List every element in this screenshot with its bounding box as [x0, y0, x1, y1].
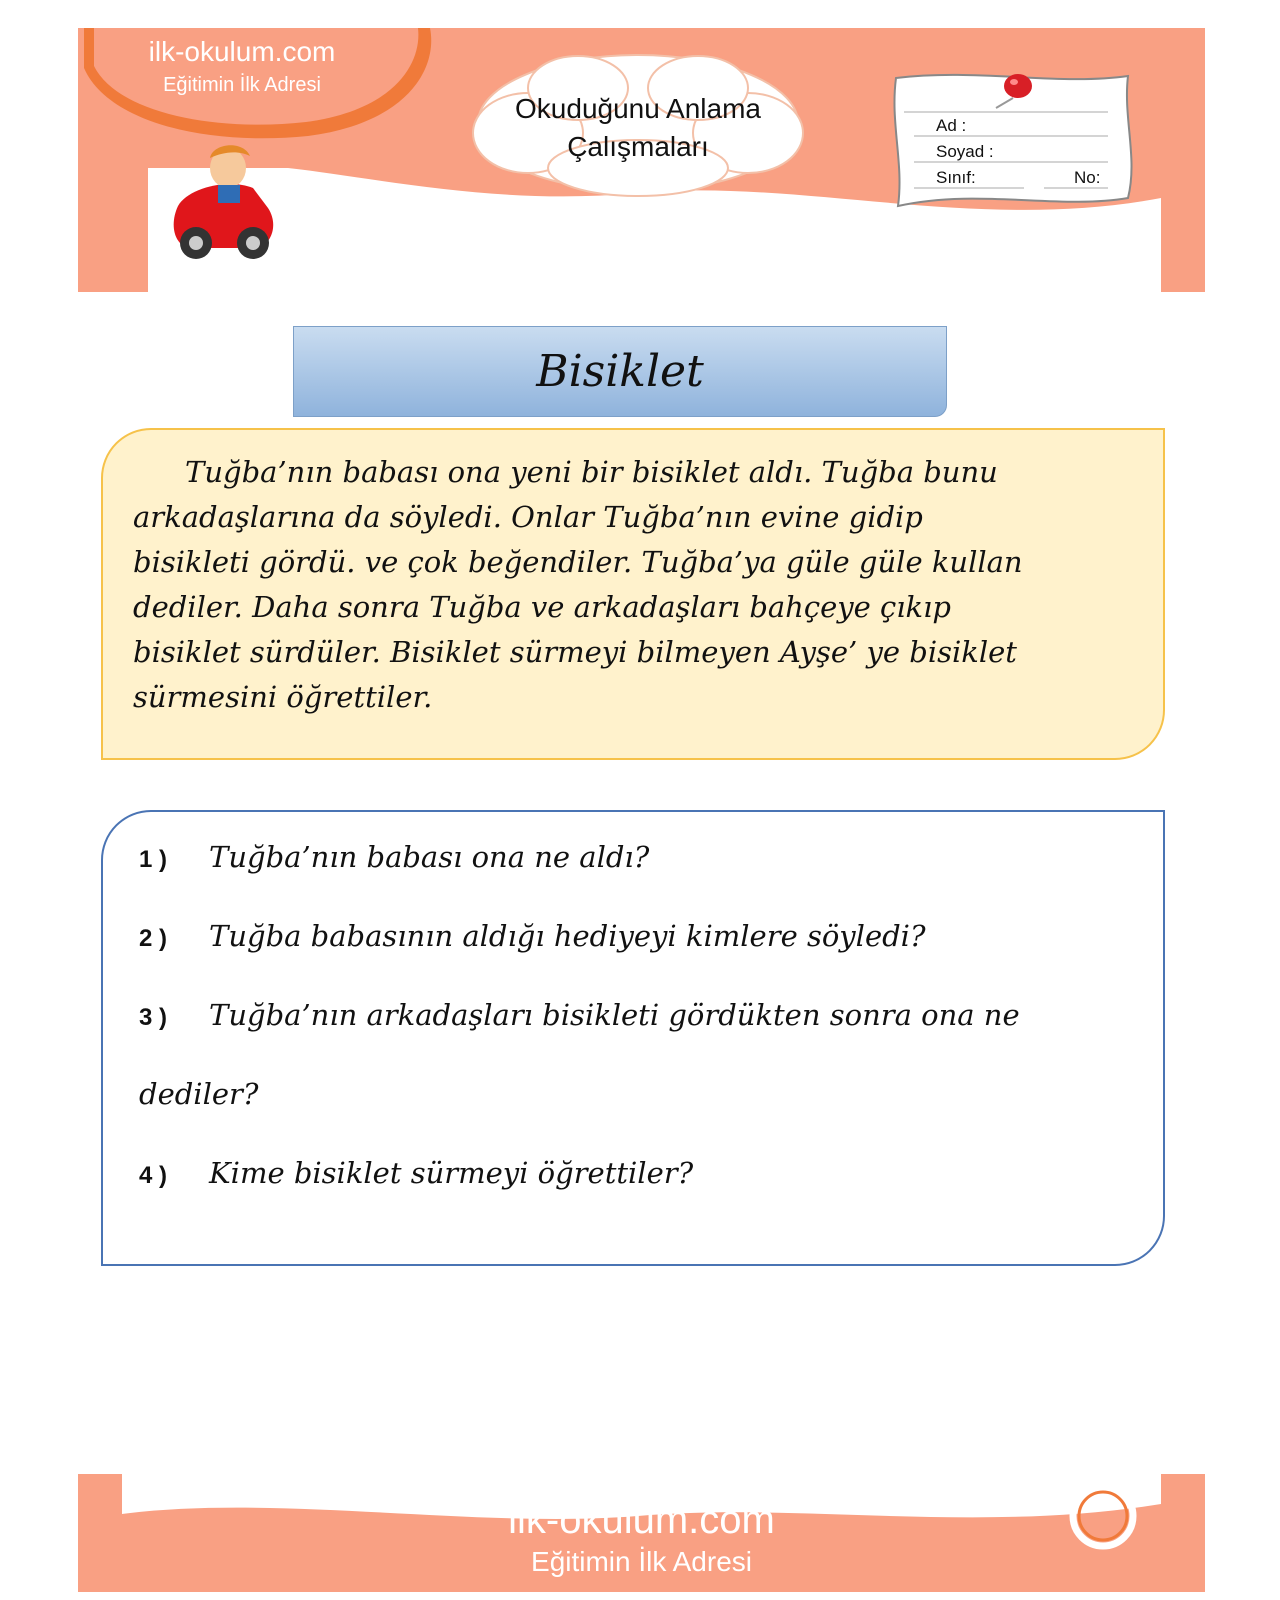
page-title-line1: Okuduğunu Anlama — [515, 93, 761, 124]
name-label: Ad : — [936, 116, 967, 135]
site-name: ilk-okulum.com — [148, 36, 336, 67]
surname-label: Soyad : — [936, 142, 994, 161]
class-label: Sınıf: — [936, 168, 976, 187]
question-number: 3 ) — [139, 1004, 168, 1031]
page-footer — [78, 1474, 1205, 1592]
story-line: bisikleti gördü. ve çok beğendiler. Tuğba’ya güle güle kullan — [133, 545, 1023, 579]
question-text: Kime bisiklet sürmeyi öğrettiler? — [209, 1156, 694, 1190]
story-line: dediler. Daha sonra Tuğba ve arkadaşları bahçeye çıkıp — [133, 590, 951, 624]
number-label: No: — [1074, 168, 1101, 187]
story-title-text: Bisiklet — [536, 346, 704, 397]
footer-site-slogan: Eğitimin İlk Adresi — [531, 1546, 752, 1577]
questions-box — [101, 810, 1165, 1266]
footer-site-name: ilk-okulum.com — [508, 1498, 775, 1542]
question-4 — [139, 1156, 1149, 1190]
question-number: 4 ) — [139, 1162, 168, 1189]
story-line: sürmesini öğrettiler. — [133, 680, 433, 714]
question-3 — [139, 998, 1149, 1032]
story-line: arkadaşlarına da söyledi. Onlar Tuğba’nın evine gidip — [133, 500, 923, 534]
question-text: Tuğba’nın arkadaşları bisikleti gördükten sonra ona ne — [209, 998, 1020, 1032]
question-text: Tuğba babasının aldığı hediyeyi kimlere söyledi? — [209, 919, 926, 953]
story-line: Tuğba’nın babası ona yeni bir bisiklet aldı. Tuğba bunu — [185, 455, 998, 489]
story-text — [133, 450, 1133, 720]
page-title — [488, 90, 788, 166]
question-1 — [139, 840, 1149, 874]
site-slogan: Eğitimin İlk Adresi — [163, 74, 321, 96]
question-3-continuation: dediler? — [139, 1077, 259, 1111]
story-title — [294, 327, 946, 416]
question-number: 2 ) — [139, 925, 168, 952]
page-header — [78, 28, 1205, 292]
story-box — [101, 428, 1165, 760]
story-title-box — [293, 326, 947, 417]
question-2 — [139, 919, 1149, 953]
story-line: bisiklet sürdüler. Bisiklet sürmeyi bilmeyen Ayşe’ ye bisiklet — [133, 635, 1017, 669]
page-title-line2: Çalışmaları — [567, 131, 709, 162]
question-number: 1 ) — [139, 846, 168, 873]
question-text: Tuğba’nın babası ona ne aldı? — [209, 840, 650, 874]
